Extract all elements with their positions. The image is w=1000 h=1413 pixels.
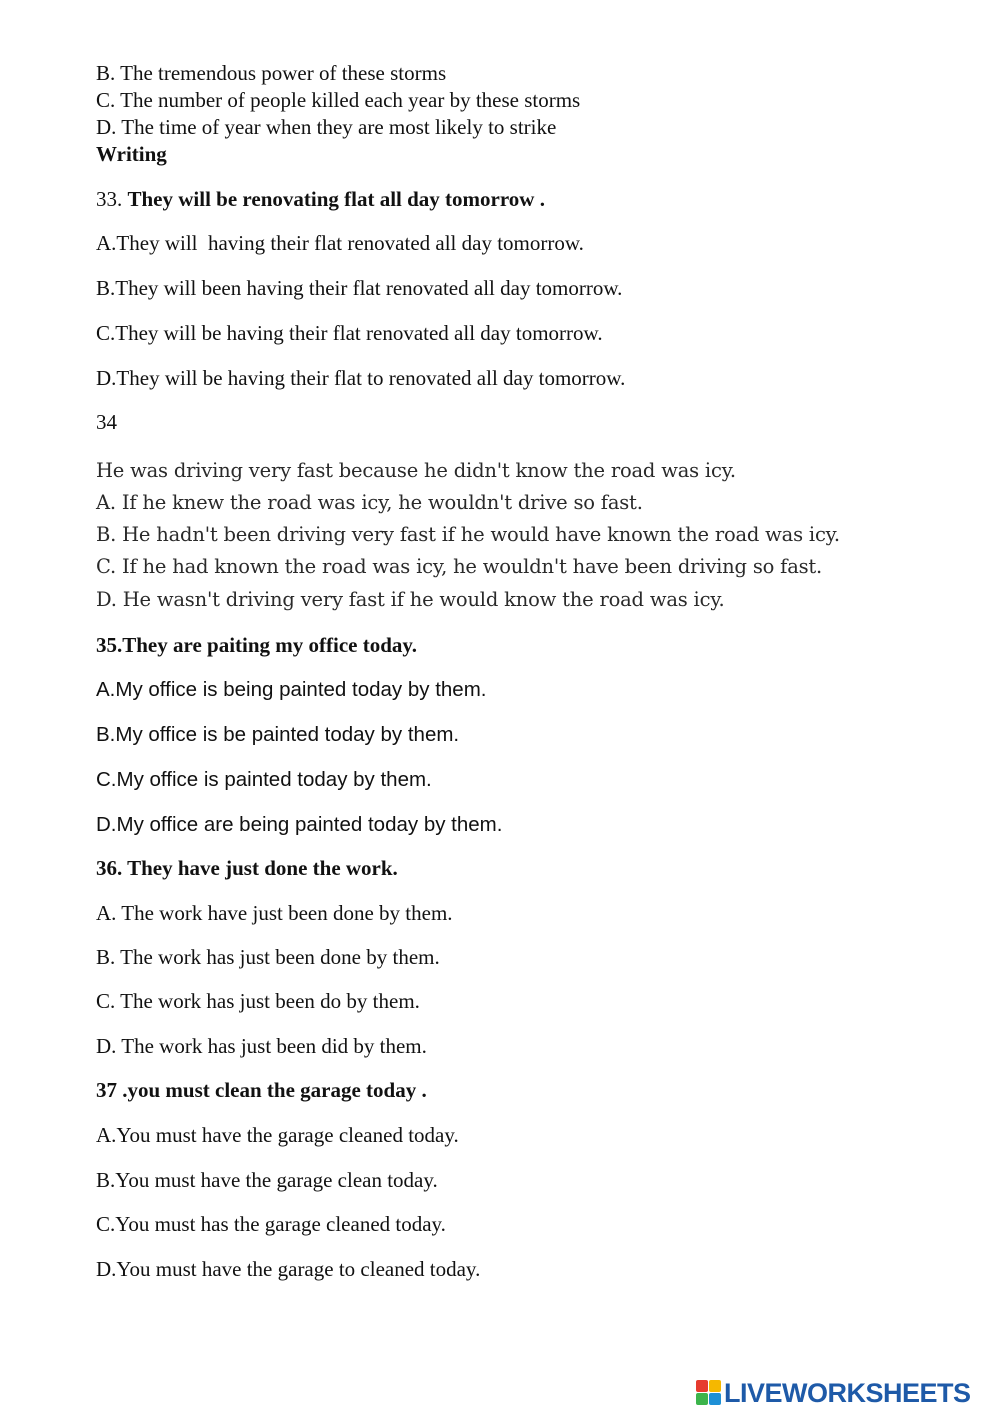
q33-option-c[interactable]: C.They will be having their flat renovated all day tomorrow.: [96, 321, 603, 345]
q37-option-c[interactable]: C.You must has the garage cleaned today.: [96, 1212, 446, 1236]
q37-option-a[interactable]: A.You must have the garage cleaned today.: [96, 1123, 459, 1147]
logo-square-blue: [709, 1393, 721, 1405]
q34-option-b[interactable]: B. He hadn't been driving very fast if he would have known the road was icy.: [96, 523, 840, 546]
q36-option-a[interactable]: A. The work have just been done by them.: [96, 901, 453, 925]
liveworksheets-logo: [696, 1378, 971, 1408]
q34-number: 34: [96, 410, 117, 434]
q36-option-c[interactable]: C. The work has just been do by them.: [96, 989, 420, 1013]
q33-option-b[interactable]: B.They will been having their flat renovated all day tomorrow.: [96, 276, 623, 300]
liveworksheets-logo-icon: [696, 1380, 722, 1406]
reading-option-b: B. The tremendous power of these storms: [96, 61, 447, 85]
logo-square-yellow: [709, 1380, 721, 1392]
q35-prompt: 35.They are paiting my office today.: [96, 633, 418, 657]
liveworksheets-logo-text: LIVEWORKSHEETS: [724, 1378, 971, 1408]
logo-square-red: [696, 1380, 708, 1392]
q33-prompt: [96, 186, 545, 212]
q34-option-c[interactable]: C. If he had known the road was icy, he wouldn't have been driving so fast.: [96, 555, 823, 578]
q33-number: 33.: [96, 187, 128, 211]
q36-prompt: 36. They have just done the work.: [96, 856, 398, 880]
q33-option-d[interactable]: D.They will be having their flat to renovated all day tomorrow.: [96, 366, 626, 390]
q34-option-d[interactable]: D. He wasn't driving very fast if he would know the road was icy.: [96, 588, 725, 611]
q35-option-c[interactable]: C.My office is painted today by them.: [96, 768, 432, 791]
q35-option-b[interactable]: B.My office is be painted today by them.: [96, 723, 460, 746]
q36-option-b[interactable]: B. The work has just been done by them.: [96, 945, 440, 969]
reading-option-d: D. The time of year when they are most likely to strike: [96, 115, 557, 139]
q35-option-a[interactable]: A.My office is being painted today by them.: [96, 678, 487, 701]
reading-option-c: C. The number of people killed each year by these storms: [96, 88, 581, 112]
q36-option-d[interactable]: D. The work has just been did by them.: [96, 1034, 427, 1058]
q34-option-a[interactable]: A. If he knew the road was icy, he wouldn't drive so fast.: [96, 491, 643, 514]
q34-prompt: He was driving very fast because he didn't know the road was icy.: [96, 459, 736, 482]
q33-prompt-text: They will be renovating flat all day tomorrow .: [127, 187, 545, 211]
writing-heading: Writing: [96, 142, 167, 166]
q37-option-b[interactable]: B.You must have the garage clean today.: [96, 1168, 438, 1192]
logo-square-green: [696, 1393, 708, 1405]
q33-option-a[interactable]: A.They will having their flat renovated all day tomorrow.: [96, 231, 584, 255]
q35-option-d[interactable]: D.My office are being painted today by them.: [96, 813, 503, 836]
q37-option-d[interactable]: D.You must have the garage to cleaned today.: [96, 1257, 481, 1281]
q37-prompt: 37 .you must clean the garage today .: [96, 1078, 427, 1102]
